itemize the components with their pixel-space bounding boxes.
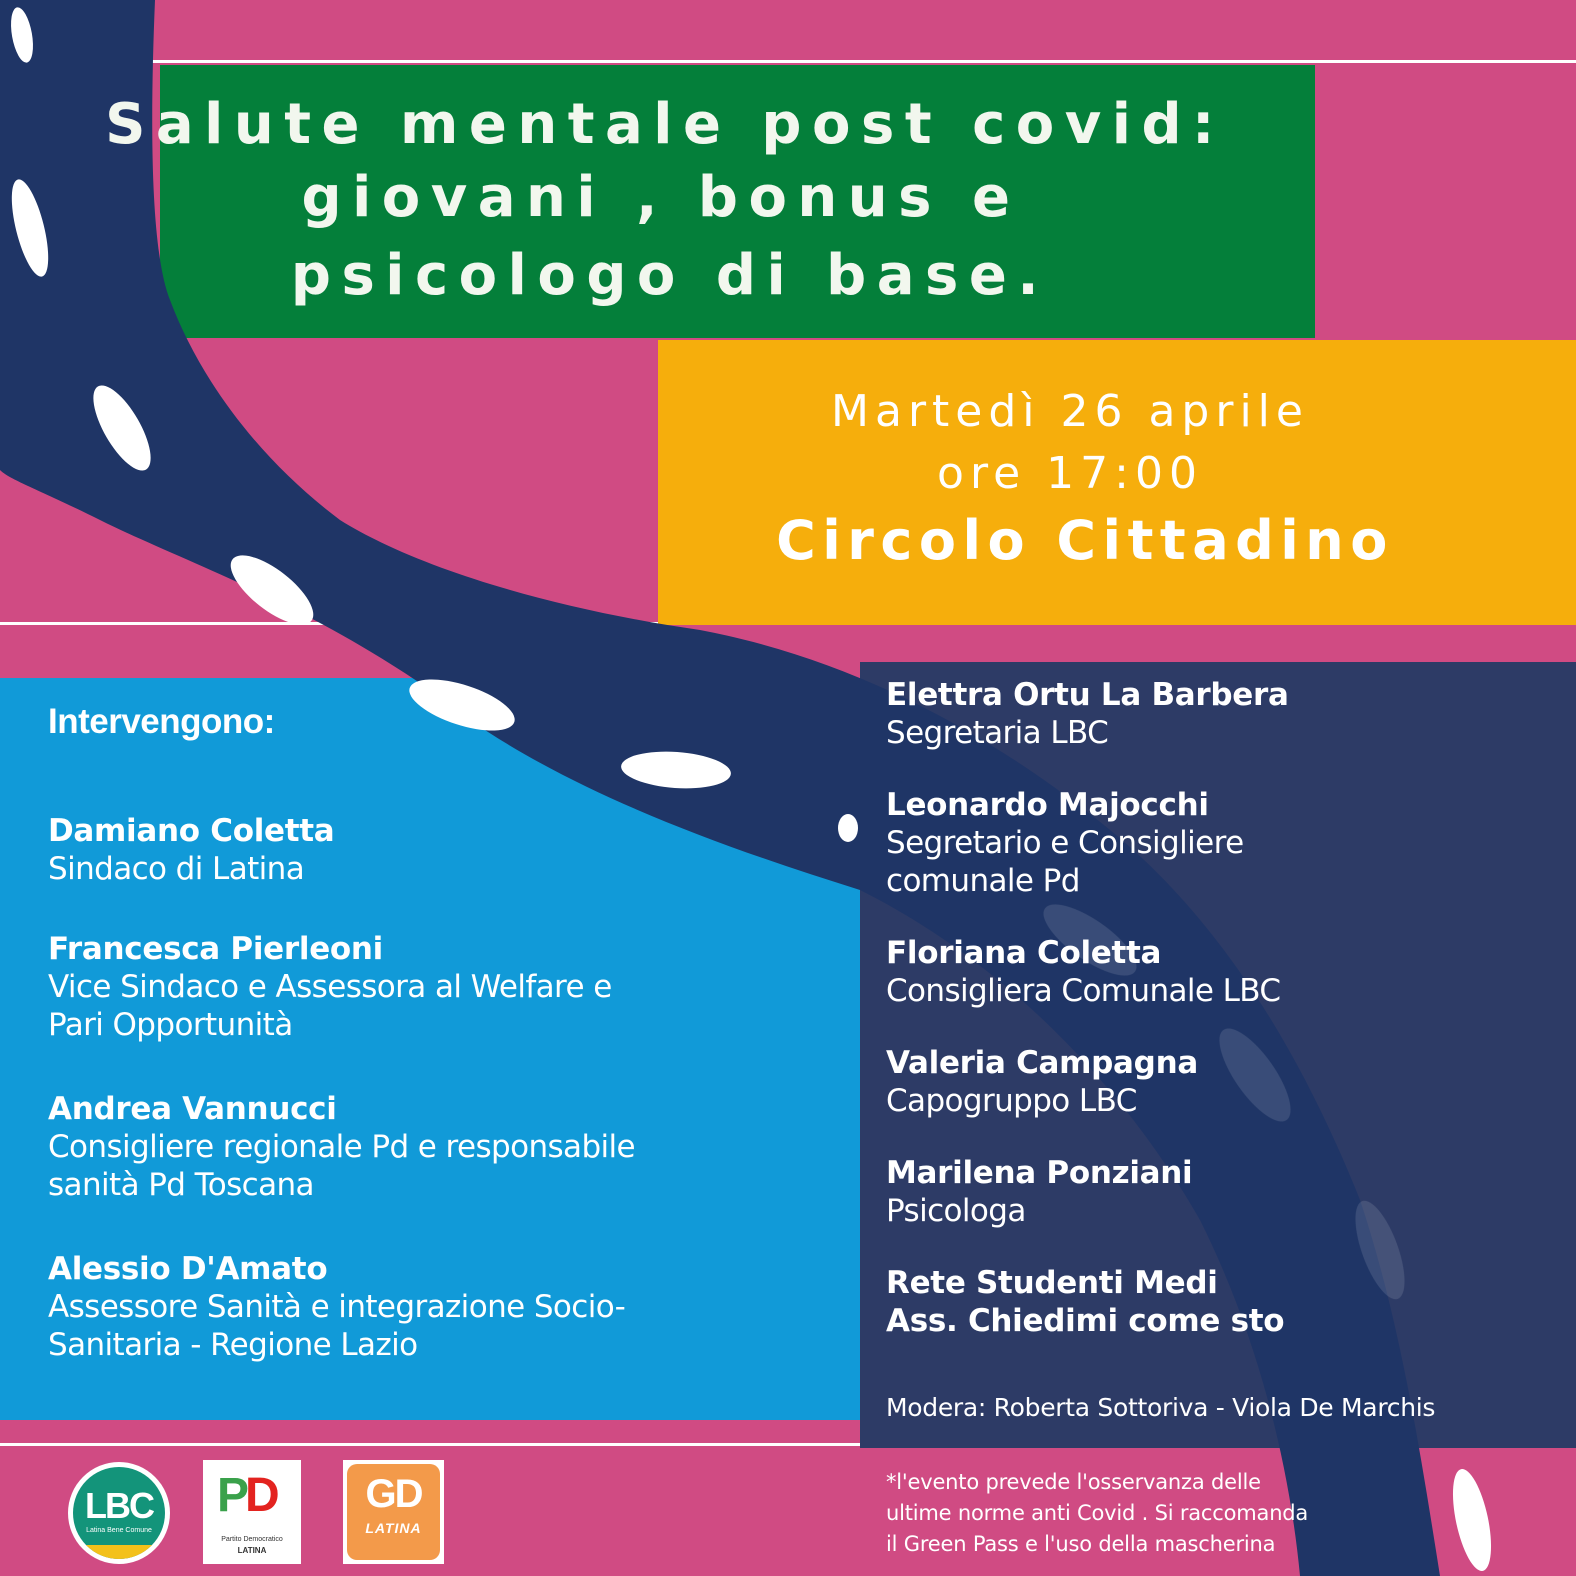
- event-time: ore 17:00: [937, 448, 1203, 499]
- gd-logo-subtitle: LATINA: [365, 1520, 422, 1536]
- gd-logo: [343, 1460, 444, 1564]
- pd-logo: [203, 1460, 301, 1564]
- speaker-right-4: [886, 1044, 1198, 1120]
- title-line-1: Salute mentale post covid:: [105, 92, 1225, 157]
- gd-logo-mark: GD: [365, 1472, 422, 1516]
- event-place: Circolo Cittadino: [776, 509, 1394, 572]
- speaker-left-1: [48, 812, 334, 888]
- speaker-role: sanità Pd Toscana: [48, 1167, 314, 1203]
- disclaimer-line: *l'evento prevede l'osservanza delle: [886, 1470, 1261, 1494]
- covid-disclaimer: [886, 1467, 1406, 1560]
- speaker-role: comunale Pd: [886, 863, 1080, 899]
- lbc-logo: [68, 1462, 170, 1564]
- speakers-heading: Intervengono:: [48, 702, 275, 741]
- lbc-logo-band: [73, 1545, 165, 1559]
- speaker-role: Capogruppo LBC: [886, 1083, 1137, 1119]
- gd-logo-badge: [347, 1464, 440, 1560]
- speaker-role: Assessore Sanità e integrazione Socio-: [48, 1289, 626, 1325]
- title-line-2: giovani , bonus e: [301, 165, 1021, 230]
- title-line-3: psicologo di base.: [290, 243, 1050, 308]
- speaker-role: Consigliera Comunale LBC: [886, 973, 1281, 1009]
- speaker-role: Sanitaria - Regione Lazio: [48, 1327, 418, 1363]
- speaker-role: Segretaria LBC: [886, 715, 1109, 751]
- speaker-right-5: [886, 1154, 1192, 1230]
- speaker-name: Alessio D'Amato: [48, 1251, 328, 1287]
- lbc-logo-subtitle: Latina Bene Comune: [86, 1527, 152, 1534]
- speaker-role: Vice Sindaco e Assessora al Welfare e: [48, 969, 612, 1005]
- speaker-left-2: [48, 930, 612, 1044]
- speaker-name: Valeria Campagna: [886, 1045, 1198, 1081]
- speaker-right-1: [886, 676, 1289, 752]
- speaker-name: Andrea Vannucci: [48, 1091, 337, 1127]
- event-date: Martedì 26 aprile: [831, 386, 1309, 437]
- speaker-role: Consigliere regionale Pd e responsabile: [48, 1129, 636, 1165]
- speaker-role: Sindaco di Latina: [48, 851, 305, 887]
- speaker-name: Leonardo Majocchi: [886, 787, 1209, 823]
- speaker-name: Francesca Pierleoni: [48, 931, 384, 967]
- speaker-name: Damiano Coletta: [48, 813, 335, 849]
- moderator-line: Modera: Roberta Sottoriva - Viola De Marchis: [886, 1393, 1436, 1422]
- speaker-right-3: [886, 934, 1280, 1010]
- speaker-right-2: [886, 786, 1244, 900]
- speaker-name: Marilena Ponziani: [886, 1155, 1193, 1191]
- speaker-name: Floriana Coletta: [886, 935, 1162, 971]
- speaker-right-6: [886, 1264, 1284, 1340]
- speaker-role: Segretario e Consigliere: [886, 825, 1244, 861]
- speaker-role: Psicologa: [886, 1193, 1026, 1229]
- speaker-affiliation: Ass. Chiedimi come sto: [886, 1303, 1285, 1339]
- pd-logo-p: P: [217, 1469, 246, 1522]
- lbc-logo-badge: [73, 1467, 165, 1559]
- speaker-left-3: [48, 1090, 635, 1204]
- lbc-logo-mark: LBC: [85, 1485, 153, 1526]
- pd-logo-d: D: [245, 1469, 276, 1522]
- pd-logo-line-2: LATINA: [237, 1546, 267, 1555]
- pd-logo-mark: [217, 1469, 276, 1522]
- speaker-left-4: [48, 1250, 625, 1364]
- speaker-name: Elettra Ortu La Barbera: [886, 677, 1289, 713]
- pd-logo-line-1: Partito Democratico: [221, 1536, 283, 1543]
- speaker-name: Rete Studenti Medi: [886, 1265, 1218, 1301]
- disclaimer-line: il Green Pass e l'uso della mascherina: [886, 1532, 1276, 1556]
- disclaimer-line: ultime norme anti Covid . Si raccomanda: [886, 1501, 1309, 1525]
- speaker-role: Pari Opportunità: [48, 1007, 293, 1043]
